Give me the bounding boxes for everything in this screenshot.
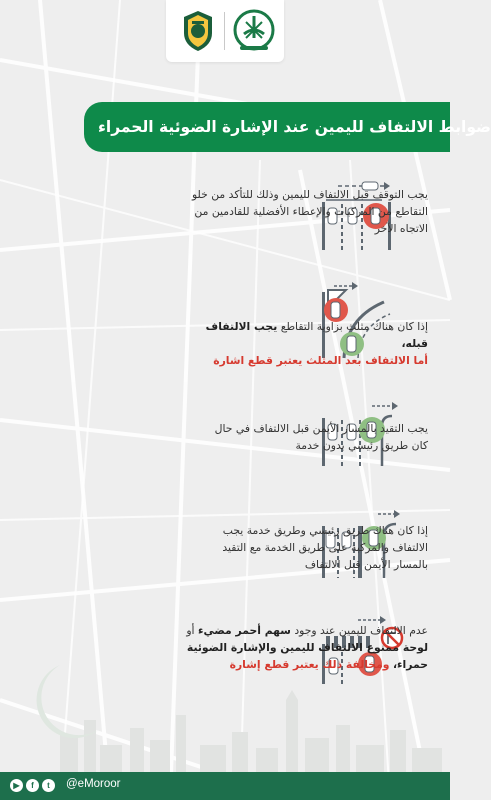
title-banner xyxy=(84,102,491,152)
rule-1-line: يجب التوقف قبل الالتفاف لليمين وذلك للتأكد من خلو xyxy=(191,188,428,201)
rule-2 xyxy=(0,282,450,367)
rule-5 xyxy=(0,612,450,688)
rule-4-line: إذا كان هناك طريق رئيسي وطريق خدمة يجب xyxy=(222,524,428,537)
page-title: ضوابط الالتفاف لليمين عند الإشارة الضوئية الحمراء xyxy=(98,118,491,136)
rule-1-text xyxy=(178,186,428,237)
rule-4 xyxy=(0,506,450,586)
rule-2-line-1: إذا كان هناك مثلث بزاوية التقاطع يجب الالتفاف قبله، xyxy=(205,320,428,350)
rule-1 xyxy=(0,178,450,258)
rule-1-line: الاتجاه الآخر xyxy=(374,222,428,235)
rule-5-text xyxy=(178,622,428,673)
rule-5-line-3: حمراء، ومخالفة ذلك يعتبر قطع إشارة xyxy=(229,658,428,671)
rule-2-line-2: أما الالتفاف بعد المثلث يعتبر قطع اشارة xyxy=(213,354,428,367)
rule-4-text xyxy=(178,522,428,573)
ministry-emblem-logo xyxy=(232,8,276,54)
traffic-department-logo xyxy=(178,9,218,53)
rule-4-line: بالمسار الأيمن قبل الالتفاف xyxy=(304,558,428,571)
twitter-icon[interactable]: t xyxy=(42,779,55,792)
rule-2-text xyxy=(178,318,428,369)
rule-3-text xyxy=(178,420,428,454)
rule-4-line: الالتفاف والمركبة على طريق الخدمة مع التقيد xyxy=(222,541,428,554)
social-handle[interactable]: @eMoroor xyxy=(66,778,121,790)
logo-header xyxy=(166,0,284,62)
rule-3 xyxy=(0,398,450,468)
footer-bar xyxy=(0,772,450,800)
rule-5-line-1: عدم الالتفاف لليمين عند وجود سهم أحمر مضيء أو xyxy=(186,624,428,637)
logo-divider xyxy=(224,12,225,50)
facebook-icon[interactable]: f xyxy=(26,779,39,792)
rule-5-line-2: لوحة ممنوع الالتفاف لليمين والإشارة الضوئية xyxy=(186,641,428,654)
youtube-icon[interactable]: ▶ xyxy=(10,779,23,792)
rule-3-line: كان طريق رئيسي بدون خدمة xyxy=(295,439,428,452)
rule-3-line: يجب التقيد بالمسار الأيمن قبل الالتفاف في حال xyxy=(214,422,428,435)
rule-1-line: التقاطع من المركبات والإعطاء الأفضلية للقادمين من xyxy=(194,205,428,218)
